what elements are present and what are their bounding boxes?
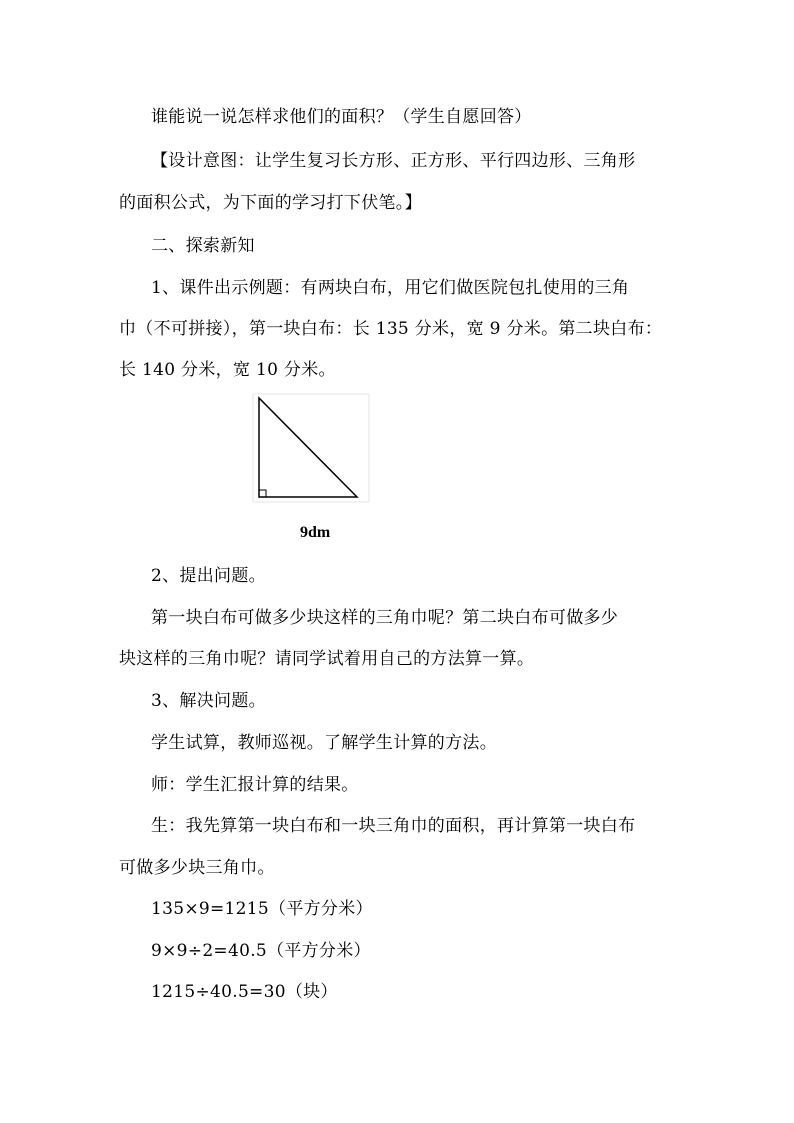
step-3-heading: 3、解决问题。	[151, 691, 266, 711]
equation-3: 1215÷40.5=30（块）	[151, 982, 338, 1002]
example-line-1: 1、课件出示例题：有两块白布，用它们做医院包扎使用的三角	[151, 278, 630, 298]
design-intent-line-2: 的面积公式，为下面的学习打下伏笔。】	[119, 193, 422, 213]
example-line-3: 长 140 分米，宽 10 分米。	[119, 360, 336, 380]
figure-caption: 9dm	[300, 524, 331, 541]
design-intent-line-1: 【设计意图：让学生复习长方形、正方形、平行四边形、三角形	[151, 151, 636, 171]
section-heading: 二、探索新知	[151, 236, 255, 256]
student-answer-line-2: 可做多少块三角巾。	[119, 858, 275, 878]
student-trial-text: 学生试算，教师巡视。了解学生计算的方法。	[151, 733, 497, 753]
teacher-text: 师：学生汇报计算的结果。	[151, 775, 359, 795]
right-triangle-figure	[251, 392, 371, 504]
example-line-2: 巾（不可拼接），第一块白布：长 135 分米，宽 9 分米。第二块白布：	[119, 319, 663, 339]
equation-1: 135×9=1215（平方分米）	[151, 899, 373, 919]
student-answer-line-1: 生：我先算第一块白布和一块三角巾的面积，再计算第一块白布	[151, 816, 636, 836]
question-line-2: 块这样的三角巾呢？请同学试着用自己的方法算一算。	[119, 649, 535, 669]
equation-2: 9×9÷2=40.5（平方分米）	[151, 941, 371, 961]
question-line-1: 第一块白布可做多少块这样的三角巾呢？第二块白布可做多少	[151, 608, 619, 628]
step-2-heading: 2、提出问题。	[151, 566, 266, 586]
paragraph-question: 谁能说一说怎样求他们的面积？（学生自愿回答）	[151, 107, 532, 127]
